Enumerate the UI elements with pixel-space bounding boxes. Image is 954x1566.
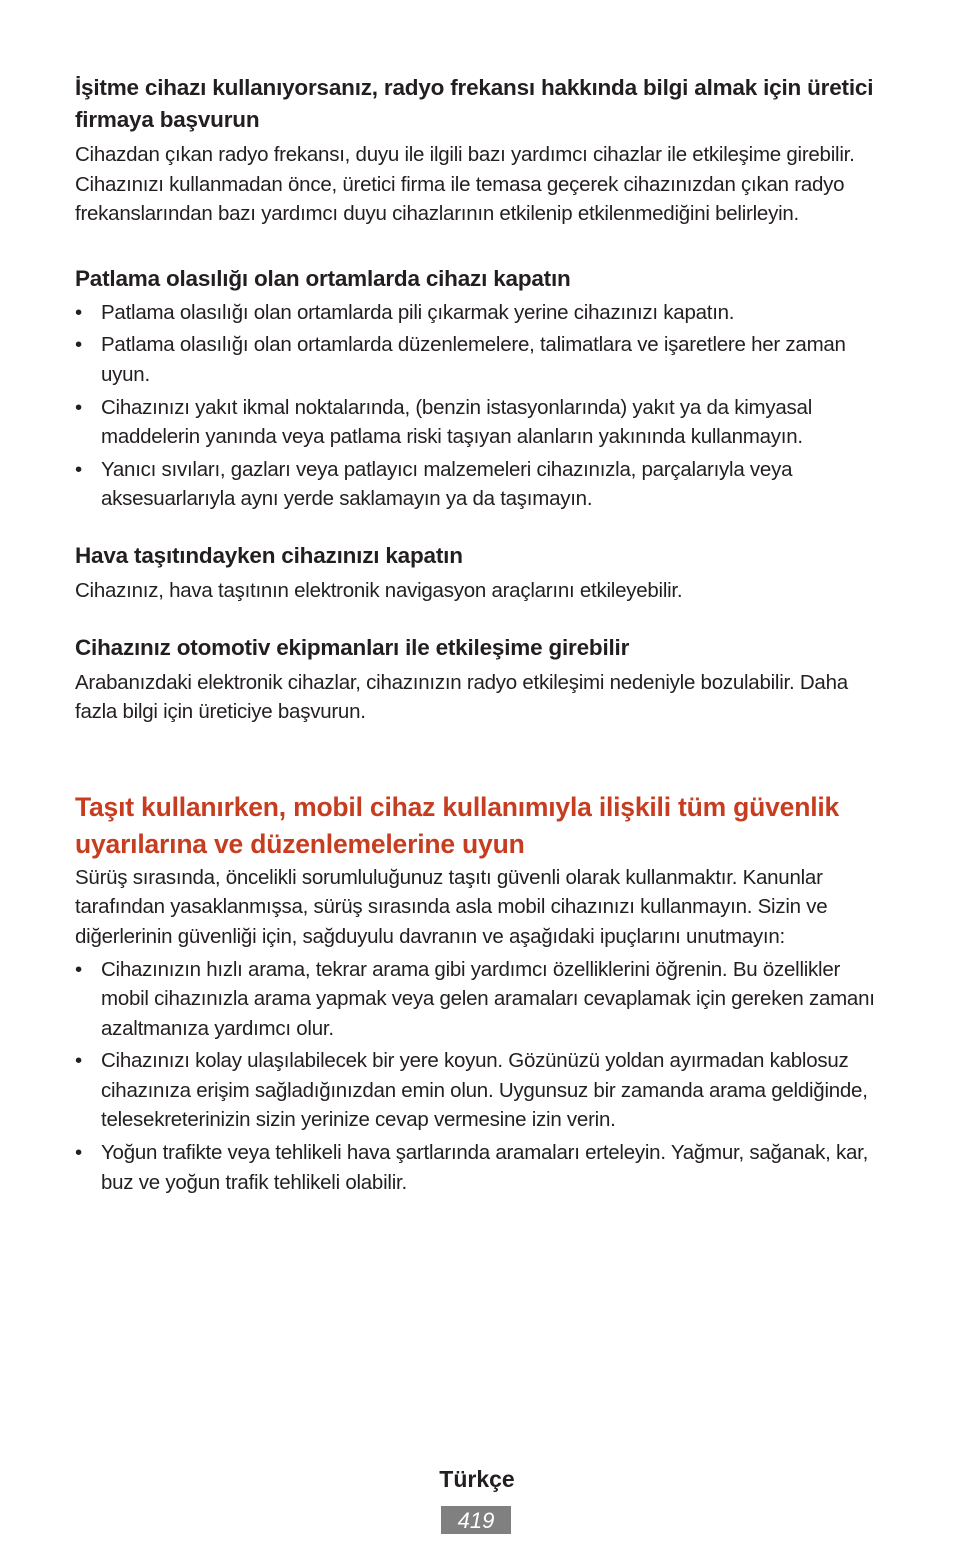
section-explosive-environments <box>75 263 885 514</box>
list-item-text: Yoğun trafikte veya tehlikeli hava şartlarında aramaları erteleyin. Yağmur, sağanak, kar, buz ve yoğun trafik tehlikeli olabilir. <box>101 1141 869 1194</box>
section-heading: Hava taşıtındayken cihazınızı kapatın <box>75 542 463 568</box>
section-body: Cihazınız, hava taşıtının elektronik navigasyon araçlarını etkileyebilir. <box>75 578 683 602</box>
bullet-list <box>75 298 885 514</box>
list-item <box>75 330 885 389</box>
section-driving-safety <box>75 789 885 1198</box>
page-content <box>75 72 885 1200</box>
list-item-text: Cihazınızın hızlı arama, tekrar arama gibi yardımcı özelliklerini öğrenin. Bu özellikler mobil cihazınızla arama yapmak veya gelen aramaları cevaplamak için gereken zamanı azaltmanıza yardımcı olur. <box>101 957 875 1040</box>
list-item <box>75 393 885 452</box>
main-heading: Taşıt kullanırken, mobil cihaz kullanımıyla ilişkili tüm güvenlik uyarılarına ve düzenlemelerine uyun <box>75 791 840 859</box>
list-item-text: Patlama olasılığı olan ortamlarda düzenlemelere, talimatlara ve işaretlere her zaman uyun. <box>101 333 846 386</box>
section-hearing-aid <box>75 72 885 229</box>
list-item-text: Cihazınızı kolay ulaşılabilecek bir yere koyun. Gözünüzü yoldan ayırmadan kablosuz cihazınıza erişim sağladığınızdan emin olun. Uygunsuz bir zamanda arama geldiğinde, telesekreterinizin sizin yerinize cevap vermesine izin verin. <box>101 1049 868 1132</box>
bullet-icon: • <box>75 957 82 981</box>
list-item-text: Cihazınızı yakıt ikmal noktalarında, (benzin istasyonlarında) yakıt ya da kimyasal maddelerin yanında veya patlama riski taşıyan alanların yakınında kullanmayın. <box>101 395 812 449</box>
bullet-icon: • <box>75 1049 82 1073</box>
list-item <box>75 1046 885 1135</box>
list-item-text: Yanıcı sıvıları, gazları veya patlayıcı malzemeleri cihazınızla, parçalarıyla veya aksesuarlarıyla aynı yerde saklamayın ya da taşımayın. <box>101 457 793 511</box>
section-body: Sürüş sırasında, öncelikli sorumluluğunuz taşıtı güvenli olarak kullanmaktır. Kanunlar tarafından yasaklanmışsa, sürüş sırasında asla mobil cihazınızı kullanmayın. Sizin ve diğerlerinin güvenliği için, sağduyulu davranın ve aşağıdaki ipuçlarını unutmayın: <box>75 865 828 948</box>
bullet-icon: • <box>75 1141 82 1165</box>
section-automotive <box>75 632 885 727</box>
section-heading: Patlama olasılığı olan ortamlarda cihazı kapatın <box>75 265 571 291</box>
list-item <box>75 298 885 328</box>
list-item <box>75 455 885 514</box>
bullet-list <box>75 955 885 1198</box>
page-number: 419 <box>441 1506 511 1534</box>
section-heading: İşitme cihazı kullanıyorsanız, radyo frekansı hakkında bilgi almak için üretici firmaya başvurun <box>75 75 874 132</box>
bullet-icon: • <box>75 457 82 481</box>
list-item <box>75 1138 885 1197</box>
bullet-icon: • <box>75 300 82 324</box>
section-body: Cihazdan çıkan radyo frekansı, duyu ile ilgili bazı yardımcı cihazlar ile etkileşime girebilir. Cihazınızı kullanmadan önce, üretici firma ile temasa geçerek cihazınızdan çıkan radyo frekanslarından bazı yardımcı duyu cihazlarının etkilenip etkilenmediğini belirleyin. <box>75 143 855 226</box>
section-heading: Cihazınız otomotiv ekipmanları ile etkileşime girebilir <box>75 634 630 660</box>
list-item-text: Patlama olasılığı olan ortamlarda pili çıkarmak yerine cihazınızı kapatın. <box>101 300 735 324</box>
footer-language: Türkçe <box>439 1466 515 1492</box>
bullet-icon: • <box>75 395 82 419</box>
bullet-icon: • <box>75 333 82 357</box>
section-aircraft <box>75 540 885 606</box>
list-item <box>75 955 885 1044</box>
section-body: Arabanızdaki elektronik cihazlar, cihazınızın radyo etkileşimi nedeniyle bozulabilir. Daha fazla bilgi için üreticiye başvurun. <box>75 670 848 724</box>
